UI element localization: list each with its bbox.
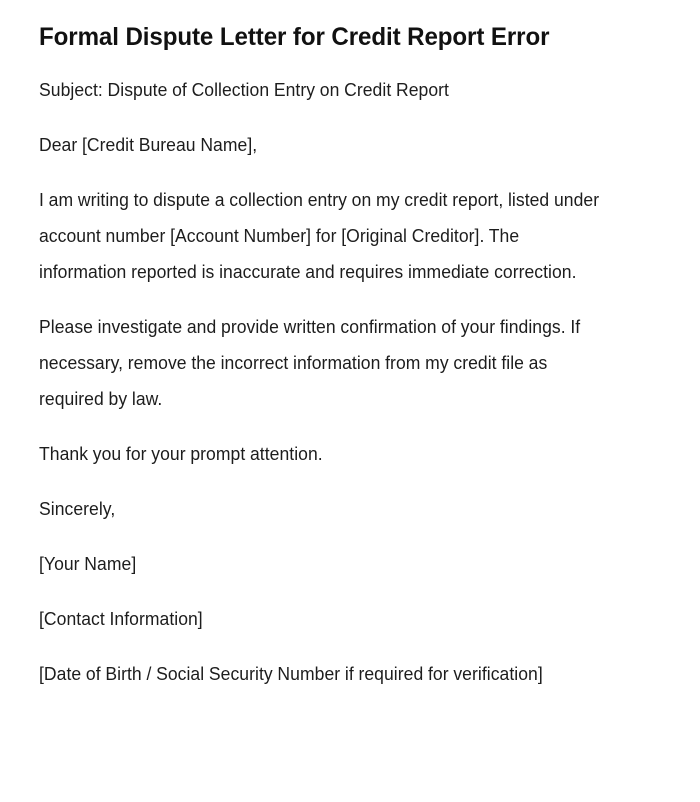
body-paragraph-request: Please investigate and provide written confirmation of your findings. If necessary, remove the incorrect information from my credit file as required by law.: [39, 317, 581, 409]
signature-verification-placeholder: [Date of Birth / Social Security Number if required for verification]: [39, 664, 543, 684]
letter-body: [39, 22, 625, 692]
closing-salutation: Sincerely,: [39, 499, 116, 519]
body-paragraph-opening: I am writing to dispute a collection entry on my credit report, listed under account number [Account Number] for [Original Creditor]. The information reported is inaccurate and requires immediate correction.: [39, 190, 600, 282]
signature-name-placeholder: [Your Name]: [39, 554, 137, 574]
signature-contact-placeholder: [Contact Information]: [39, 609, 203, 629]
body-paragraph-thanks: Thank you for your prompt attention.: [39, 444, 323, 464]
subject-line: Subject: Dispute of Collection Entry on Credit Report: [39, 80, 449, 100]
page-title: Formal Dispute Letter for Credit Report Error: [39, 23, 550, 51]
salutation: Dear [Credit Bureau Name],: [39, 135, 258, 155]
